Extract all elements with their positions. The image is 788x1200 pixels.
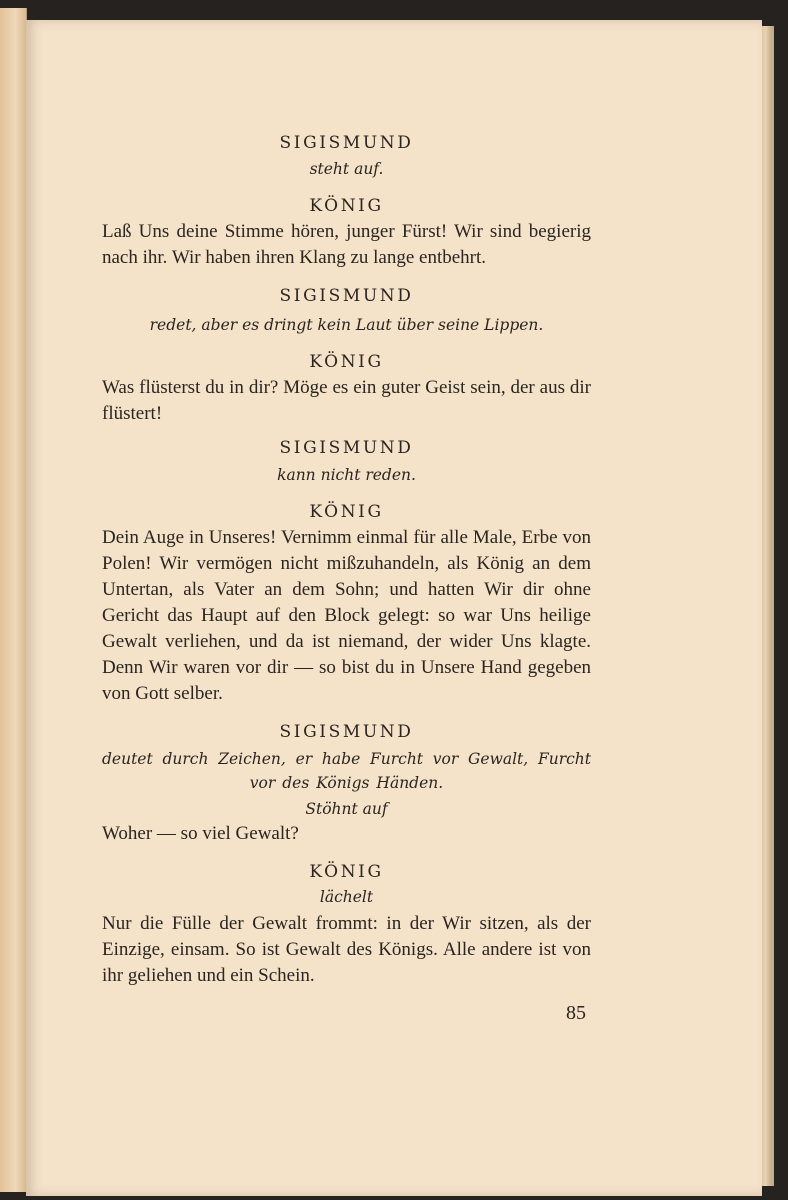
left-page-edge — [0, 8, 27, 1192]
speaker-name: KÖNIG — [309, 862, 384, 882]
page-edges — [760, 26, 774, 1186]
speaker-name: SIGISMUND — [279, 286, 414, 306]
speech-text: Laß Uns deine Stimme hören, junger Fürst! Wir sind begierig nach ihr. Wir haben ihren Klang zu lange entbehrt. — [102, 221, 591, 268]
stage-direction: steht auf. — [309, 160, 384, 178]
stage-direction: lächelt — [319, 888, 374, 906]
speaker-name: KÖNIG — [309, 502, 384, 522]
speech-text: Woher — so viel Gewalt? — [102, 823, 299, 844]
speech-text: Was flüsterst du in dir? Möge es ein guter Geist sein, der aus dir flüstert! — [102, 377, 591, 424]
stage-direction: redet, aber es dringt kein Laut über seine Lippen. — [149, 316, 544, 334]
book-page — [26, 20, 762, 1196]
stage-direction: kann nicht reden. — [277, 466, 416, 484]
speaker-name: SIGISMUND — [279, 133, 414, 153]
speaker-name: SIGISMUND — [279, 438, 414, 458]
speaker-name: KÖNIG — [309, 352, 384, 372]
speech-text: Nur die Fülle der Gewalt frommt: in der Wir sitzen, als der Einzige, einsam. So ist Gewalt des Königs. Alle andere ist von ihr geliehen und ein Schein. — [102, 913, 591, 986]
stage-direction: deutet durch Zeichen, er habe Furcht vor Gewalt, Furcht vor des Königs Händen. — [102, 750, 591, 792]
play-text — [102, 132, 591, 989]
speech-text: Dein Auge in Unseres! Vernimm einmal für alle Male, Erbe von Polen! Wir vermögen nicht mißzuhandeln, als König an dem Untertan, als Vater an dem Sohn; und hatten Wir dir ohne Gericht das Haupt auf den Block gelegt: so war Uns heilige Gewalt verliehen, und da ist niemand, der wider Uns klagte. Denn Wir waren vor dir — so bist du in Unsere Hand gegeben von Gott selber. — [102, 527, 591, 704]
speaker-name: KÖNIG — [309, 196, 384, 216]
stage-direction: Stöhnt auf — [305, 800, 388, 818]
speaker-name: SIGISMUND — [279, 722, 414, 742]
page-number: 85 — [566, 1002, 586, 1024]
